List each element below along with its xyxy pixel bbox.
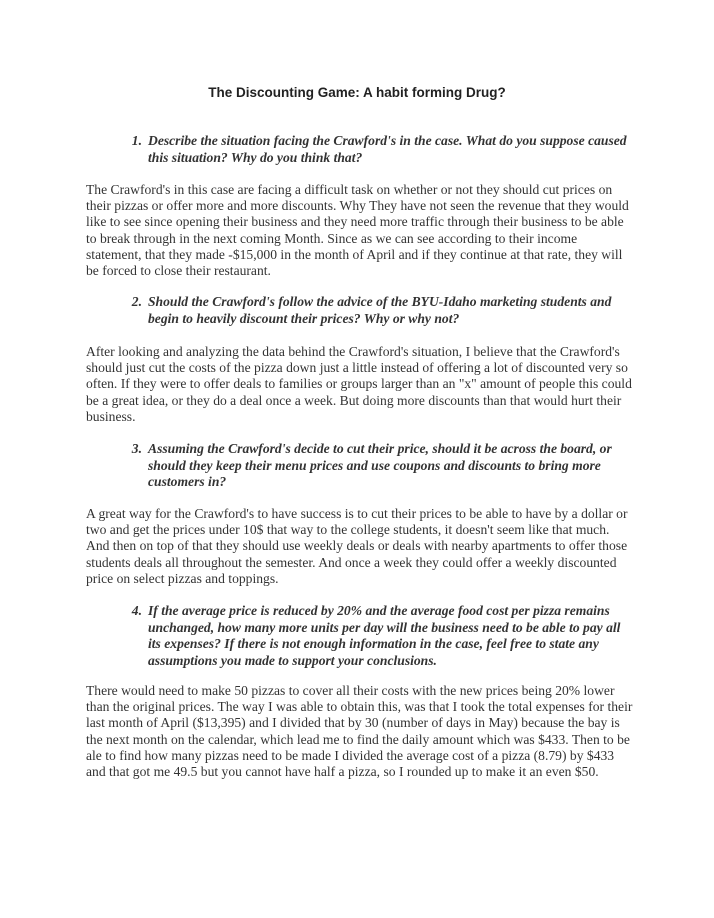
question-text: Assuming the Crawford's decide to cut their price, should it be across the board, or should they keep their menu prices and use coupons and discounts to bring more customers in? <box>148 441 612 489</box>
answer-1-block <box>86 182 634 279</box>
question-number: 4. <box>131 603 142 618</box>
question-4 <box>86 603 634 669</box>
question-text: Describe the situation facing the Crawford's in the case. What do you suppose caused this situation? Why do you think that? <box>148 133 627 165</box>
answer-4: There would need to make 50 pizzas to cover all their costs with the new prices being 20% lower than the original prices. The way I was able to obtain this, was that I took the total expenses for their last month of April ($13,395) and I divided that by 30 (number of days in May) because the bay is the next month on the calendar, which lead me to find the daily amount which was $433. Then to be ale to find how many pizzas need to be made I divided the average cost of a pizza (8.79) by $433 and that got me 49.5 but you cannot have half a pizza, so I rounded up to make it an even $50. <box>86 683 633 780</box>
question-3 <box>86 441 634 491</box>
section-3 <box>86 441 634 491</box>
answer-2-block <box>86 344 634 425</box>
question-2 <box>86 294 634 327</box>
section-1 <box>86 133 634 166</box>
question-number: 1. <box>131 133 142 148</box>
question-number: 3. <box>131 441 142 456</box>
question-text: Should the Crawford's follow the advice of the BYU-Idaho marketing students and begin to heavily discount their prices? Why or why not? <box>148 294 612 326</box>
question-number: 2. <box>131 294 142 309</box>
document-title: The Discounting Game: A habit forming Drug? <box>208 85 506 100</box>
question-text: If the average price is reduced by 20% and the average food cost per pizza remains unchanged, how many more units per day will the business need to be able to pay all its expenses? If there is not enough information in the case, feel free to state any assumptions you made to support your conclusions. <box>148 603 621 668</box>
section-2 <box>86 294 634 327</box>
answer-4-block <box>86 683 634 780</box>
question-1 <box>86 133 634 166</box>
section-4 <box>86 603 634 669</box>
answer-3: A great way for the Crawford's to have success is to cut their prices to be able to have by a dollar or two and get the prices under 10$ that way to the college students, it doesn't seem like that much. And then on top of that they should use weekly deals or deals with nearby apartments to offer those students deals all throughout the semester. And once a week they could offer a weekly discounted price on select pizzas and toppings. <box>86 506 628 586</box>
answer-3-block <box>86 506 634 587</box>
answer-1: The Crawford's in this case are facing a difficult task on whether or not they should cut prices on their pizzas or offer more and more discounts. Why They have not seen the revenue that they would like to see since opening their business and they need more traffic through their business to be able to break through in the next coming Month. Since as we can see according to their income statement, that they made -$15,000 in the month of April and if they continue at that rate, they will be forced to close their restaurant. <box>86 182 629 279</box>
answer-2: After looking and analyzing the data behind the Crawford's situation, I believe that the Crawford's should just cut the costs of the pizza down just a little instead of offering a lot of discounted very so often. If they were to offer deals to families or groups larger than an "x" amount of people this could be a great idea, or they do a deal once a week. But doing more discounts than that would hurt their business. <box>86 344 632 424</box>
